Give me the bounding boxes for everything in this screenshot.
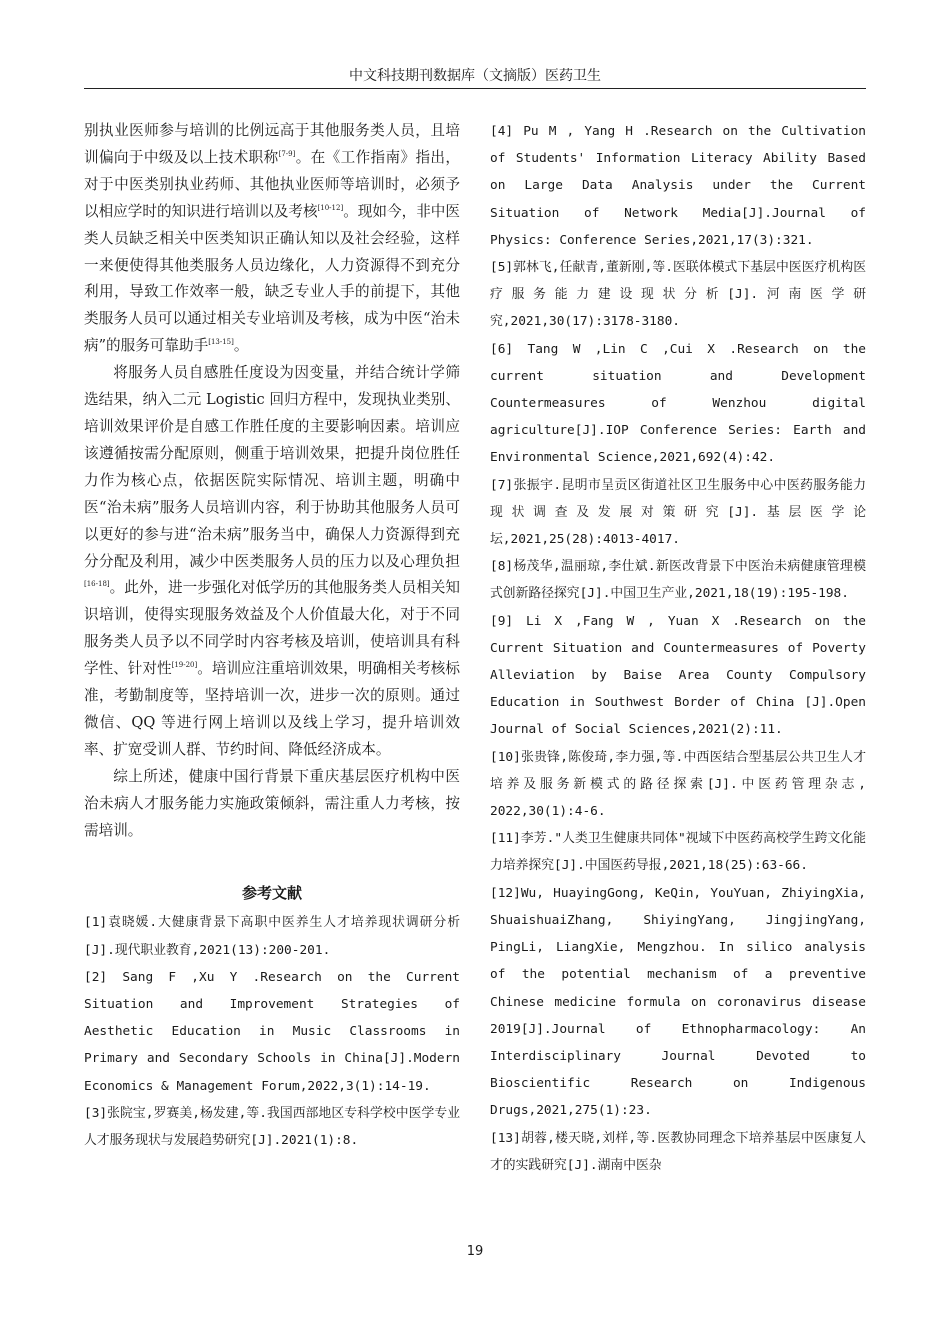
reference-item: [3]张院宝,罗赛美,杨发建,等.我国西部地区专科学校中医学专业人才服务现状与发展趋势研究[J].2021(1):8. [84,1105,460,1149]
reference-item: [7]张振宇.昆明市呈贡区街道社区卫生服务中心中医药服务能力现状调查及发展对策研究[J].基层医学论坛,2021,25(28):4013-4017. [490,477,866,548]
body-paragraph-3: 综上所述，健康中国行背景下重庆基层医疗机构中医治未病人才服务能力实施政策倾斜，需注重人力考核，按需培训。 [84,767,460,839]
reference-item: [10]张贵锋,陈俊琦,李力强,等.中西医结合型基层公共卫生人才培养及服务新模式的路径探索[J].中医药管理杂志, 2022,30(1):4-6. [490,749,866,820]
right-column [490,118,866,1179]
paragraph-text: 。在《工作指南》指出，对于中医类别执业药师、其他执业医师等培训时，必须予以相应学时的知识进行培训以及考核 [84,148,460,220]
reference-item: [9] Li X ,Fang W , Yuan X .Research on the Current Situation and Countermeasures of Poverty Alleviation by Baise Area County Compulsory Education in Southwest Border of China [J].Open Journal of Social Sciences,2021(2):11. [490,613,866,738]
reference-item: [6] Tang W ,Lin C ,Cui X .Research on the current situation and Development Countermeasures of Wenzhou digital agriculture[J].IOP Conference Series: Earth and Environmental Science,2021,692(4):42. [490,341,866,466]
reference-item: [1]袁晓媛.大健康背景下高职中医养生人才培养现状调研分析[J].现代职业教育,2021(13):200-201. [84,915,460,958]
reference-item: [13]胡蓉,楼天晓,刘样,等.医教协同理念下培养基层中医康复人才的实践研究[J].湖南中医杂 [490,1130,866,1173]
journal-header: 中文科技期刊数据库（文摘版）医药卫生 [84,64,866,89]
page-number: 19 [466,1244,484,1259]
paragraph-text: 。现如今，非中医类人员缺乏相关中医类知识正确认知以及社会经验，这样一来便使得其他类服务人员边缘化，人力资源得不到充分利用，导致工作效率一般，缺乏专业人手的前提下，其他类服务人员可以通过相关专业培训及考核，成为中医“治未病”的服务可靠助手 [84,202,460,355]
reference-item: [12]Wu, HuayingGong, KeQin, YouYuan, ZhiyingXia, ShuaishuaiZhang, ShiyingYang, JingjingYang, PingLi, LiangXie, Mengzhou. In silico analysis of the potential mechanism of a preventive Chinese medicine formula on coronavirus disease 2019[J].Journal of Ethnopharmacology: An Interdisciplinary Journal Devoted to Bioscientific Research on Indigenous Drugs,2021,275(1):23. [490,885,866,1119]
paragraph-text: 。此外，进一步强化对低学历的其他服务类人员相关知识培训，使得实现服务效益及个人价值最大化，对于不同服务类人员予以不同学时内容考核及培训，使培训具有科学性、针对性 [84,579,460,678]
reference-item: [4] Pu M , Yang H .Research on the Cultivation of Students' Information Literacy Ability Based on Large Data Analysis under the Current Situation of Network Media[J].Journal of Physics: Conference Series,2021,17(3):321. [490,124,866,248]
reference-item: [8]杨茂华,温丽琼,李仕斌.新医改背景下中医治未病健康管理模式创新路径探究[J].中国卫生产业,2021,18(19):195-198. [490,559,866,602]
paragraph-text: 。 [233,337,249,355]
body-paragraph-2 [84,360,460,764]
reference-item: [11]李芳."人类卫生健康共同体"视域下中医药高校学生跨文化能力培养探究[J].中国医药导报,2021,18(25):63-66. [490,831,866,874]
citation-mark: [10-12] [317,203,344,212]
citation-mark: [19-20] [171,661,198,670]
references-title: 参考文献 [241,884,302,903]
paragraph-text: 。培训应注重培训效果，明确相关考核标准，考勤制度等，坚持培训一次，进步一次的原则。通过微信、QQ 等进行网上培训以及线上学习，提升培训效率、扩宽受训人群、节约时间、降低经济成本。 [84,660,460,758]
reference-item: [2] Sang F ,Xu Y .Research on the Current Situation and Improvement Strategies of Aesthetic Education in Music Classrooms in Primary and Secondary Schools in China[J].Modern Economics & Management Forum,2022,3(1):14-19. [84,969,460,1094]
left-column [84,118,460,1154]
reference-item: [5]郭林飞,任献青,董新刚,等.医联体模式下基层中医医疗机构医疗服务能力建设现状分析[J].河南医学研究,2021,30(17):3178-3180. [490,260,866,330]
body-paragraph-1 [84,118,460,360]
paragraph-text: 别执业医师参与培训的比例远高于其他服务类人员，且培训偏向于中级及以上技术职称 [84,122,460,166]
citation-mark: [16-18] [84,580,110,589]
citation-mark: [7-9] [278,149,296,158]
citation-mark: [13-15] [208,338,234,347]
paragraph-text: 将服务人员自感胜任度设为因变量，并结合统计学筛选结果，纳入二元 Logistic 回归方程中，发现执业类别、培训效果评价是自感工作胜任度的主要影响因素。培训应该遵循按需分配原则，侧重于培训效果，把提升岗位胜任力作为核心点，依据医院实际情况、培训主题，明确中医“治未病”服务人员培训内容，利于协助其他服务人员可以更好的参与进“治未病”服务当中，确保人力资源得到充分分配及利用，减少中医类服务人员的压力以及心理负担 [84,364,460,570]
